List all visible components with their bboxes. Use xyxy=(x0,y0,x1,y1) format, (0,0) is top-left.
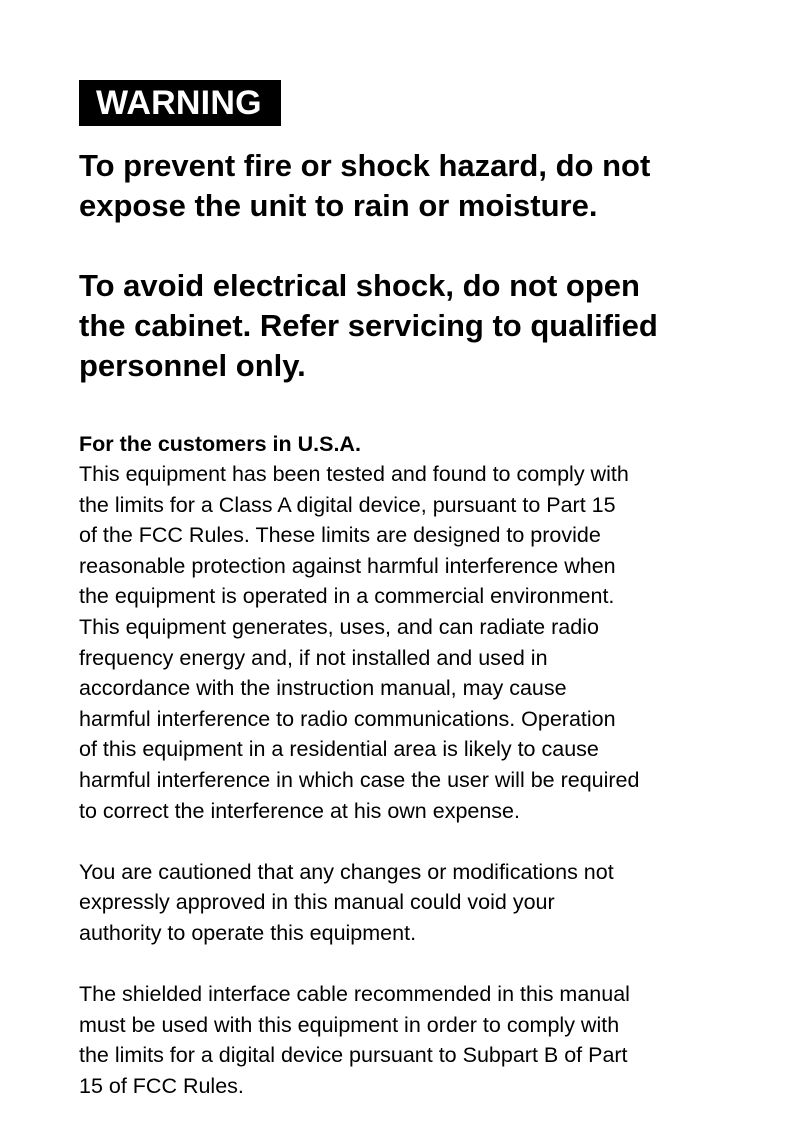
modification-caution-paragraph xyxy=(79,857,759,949)
shock-hazard-warning xyxy=(79,266,759,386)
paragraph-line: authority to operate this equipment. xyxy=(79,920,417,945)
fcc-section-heading: For the customers in U.S.A. xyxy=(79,432,361,456)
shielded-cable-paragraph xyxy=(79,979,759,1101)
paragraph-line: the limits for a Class A digital device, pursuant to Part 15 xyxy=(79,492,616,517)
paragraph-line: to correct the interference at his own expense. xyxy=(79,798,520,823)
document-page xyxy=(79,80,759,1101)
paragraph-line: expressly approved in this manual could void your xyxy=(79,890,555,915)
paragraph-line: This equipment generates, uses, and can radiate radio xyxy=(79,614,599,639)
paragraph-line: The shielded interface cable recommended in this manual xyxy=(79,982,630,1007)
paragraph-line: This equipment has been tested and found to comply with xyxy=(79,462,629,486)
paragraph-line: 15 of FCC Rules. xyxy=(79,1073,244,1098)
paragraph-line: of this equipment in a residential area is likely to cause xyxy=(79,737,599,762)
paragraph-line: the limits for a digital device pursuant to Subpart B of Part xyxy=(79,1043,628,1068)
paragraph-line: harmful interference to radio communications. Operation xyxy=(79,706,616,731)
warning-line: personnel only. xyxy=(79,348,306,383)
paragraph-line: must be used with this equipment in order to comply with xyxy=(79,1012,620,1037)
warning-line: expose the unit to rain or moisture. xyxy=(79,188,598,223)
paragraph-line: You are cautioned that any changes or modifications not xyxy=(79,859,614,884)
fire-hazard-warning xyxy=(79,146,759,226)
warning-line: the cabinet. Refer servicing to qualified xyxy=(79,308,658,343)
warning-line: To avoid electrical shock, do not open xyxy=(79,268,640,303)
fcc-compliance-paragraph xyxy=(79,459,759,826)
paragraph-line: harmful interference in which case the user will be required xyxy=(79,767,640,792)
paragraph-line: frequency energy and, if not installed and used in xyxy=(79,645,548,670)
paragraph-line: reasonable protection against harmful interference when xyxy=(79,553,616,578)
paragraph-line: the equipment is operated in a commercial environment. xyxy=(79,584,615,609)
paragraph-line: of the FCC Rules. These limits are designed to provide xyxy=(79,523,601,548)
warning-badge: WARNING xyxy=(79,80,281,126)
paragraph-line: accordance with the instruction manual, may cause xyxy=(79,676,567,701)
warning-line: To prevent fire or shock hazard, do not xyxy=(79,148,651,183)
